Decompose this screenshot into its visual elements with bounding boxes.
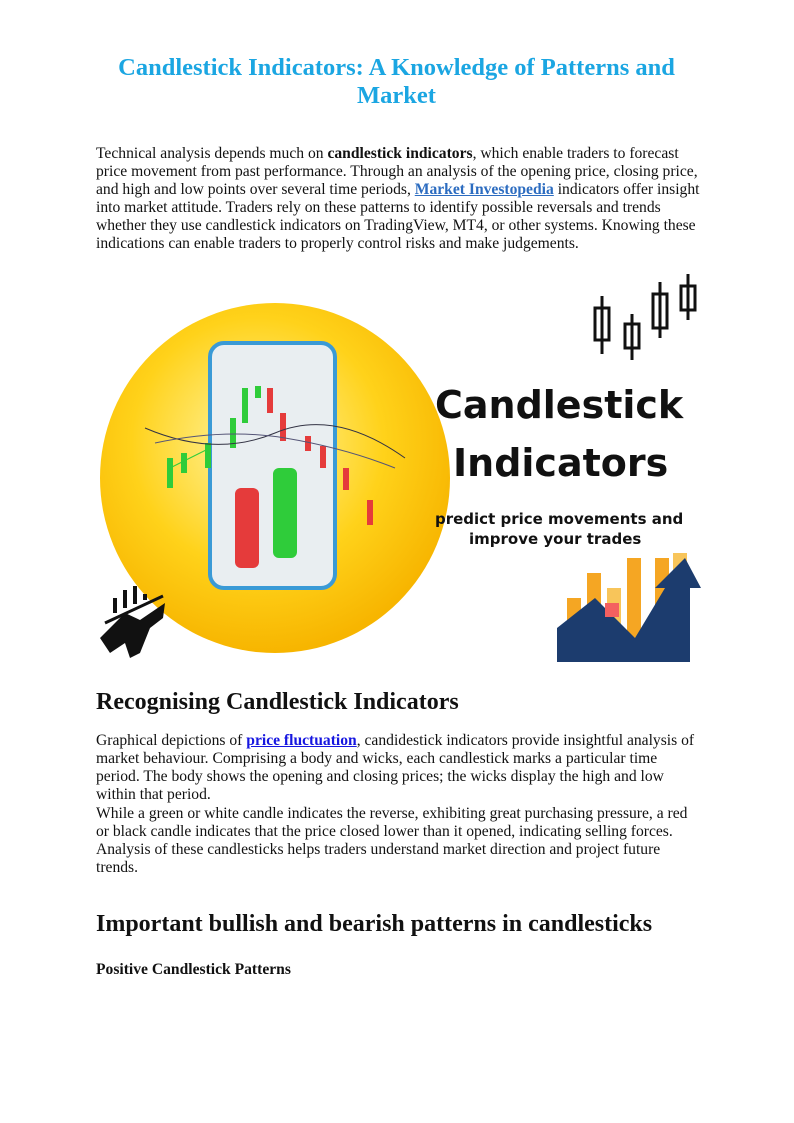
candlestick-illustration — [95, 268, 701, 662]
section-heading-patterns: Important bullish and bearish patterns in candlesticks — [96, 911, 653, 937]
growth-chart-icon — [557, 553, 701, 662]
phone-frame — [210, 343, 335, 588]
text: , candidestick indicators provide insightful analysis of market behaviour. Comprising a body and wicks, each candlestick marks a particular time period. The body shows the opening and closing prices; the wicks display the high and low within that period. — [96, 732, 695, 803]
bold-term: candlestick indicators — [327, 145, 473, 162]
section-heading-recognising: Recognising Candlestick Indicators — [96, 689, 459, 715]
text: , which enable traders to forecast price movement from past performance. Through an analysis of the opening price, closing price, and high and low points over several time periods, — [96, 145, 698, 198]
big-red-candle — [235, 488, 259, 568]
intro-paragraph — [96, 145, 701, 253]
big-green-candle — [273, 468, 297, 558]
hero-tagline-2: improve your trades — [469, 530, 642, 548]
page-title: Candlestick Indicators: A Knowledge of Patterns and Market — [118, 54, 675, 109]
text: indicators offer insight into market attitude. Traders rely on these patterns to identify possible reversals and trends whether they use candlestick indicators on TradingView, MT4, or other systems. Knowing these indications can enable traders to properly control risks and make judgements. — [96, 181, 700, 252]
hero-title-line1: Candlestick — [435, 383, 684, 427]
text: Technical analysis depends much on — [96, 145, 328, 162]
price-fluctuation-link[interactable]: price fluctuation — [246, 732, 357, 749]
hero-tagline-1: predict price movements and — [435, 510, 684, 528]
top-candles-icon — [595, 274, 695, 360]
section1-paragraph-2: While a green or white candle indicates the reverse, exhibiting great purchasing pressure, a red or black candle indicates that the price closed lower than it opened, indicating selling forces. Analysis of these candlesticks helps traders understand market direction and project future trends. — [96, 805, 688, 876]
section1-paragraph-1 — [96, 732, 701, 804]
market-investopedia-link[interactable]: Market Investopedia — [414, 181, 554, 198]
hero-title-line2: Indicators — [453, 441, 669, 485]
subheading-positive-patterns: Positive Candlestick Patterns — [96, 961, 291, 978]
text: Graphical depictions of — [96, 732, 247, 749]
hero-image — [95, 268, 701, 662]
